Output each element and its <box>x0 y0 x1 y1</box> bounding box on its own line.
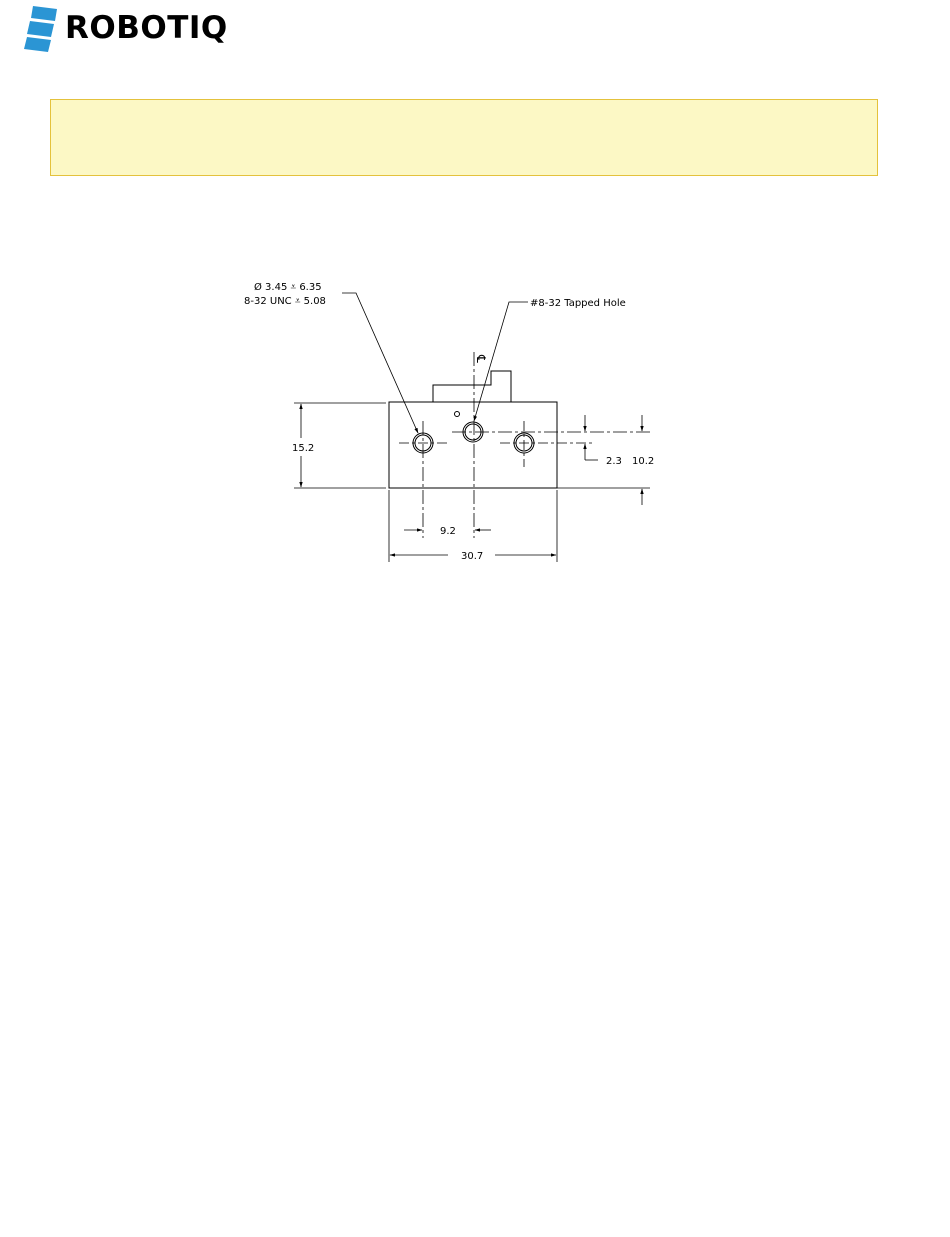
center-lines <box>399 352 650 538</box>
centerline-symbol: ℄ <box>474 355 488 363</box>
spacing-dimension: 9.2 <box>440 526 456 537</box>
callout-bore-diameter: Ø 3.45 ⩡ 6.35 <box>254 282 322 293</box>
hole-depth-dimension: 10.2 <box>632 456 655 467</box>
part-outline <box>389 371 557 488</box>
offset-dimension: 2.3 <box>606 456 622 467</box>
height-dimension: 15.2 <box>292 443 315 454</box>
callout-tapped-hole: #8-32 Tapped Hole <box>530 298 626 309</box>
dimension-lines <box>294 403 650 562</box>
leader-lines <box>342 293 528 433</box>
width-dimension: 30.7 <box>461 551 484 562</box>
callout-thread: 8-32 UNC ⩡ 5.08 <box>244 296 326 307</box>
brand-name: ROBOTIQ <box>65 10 228 46</box>
